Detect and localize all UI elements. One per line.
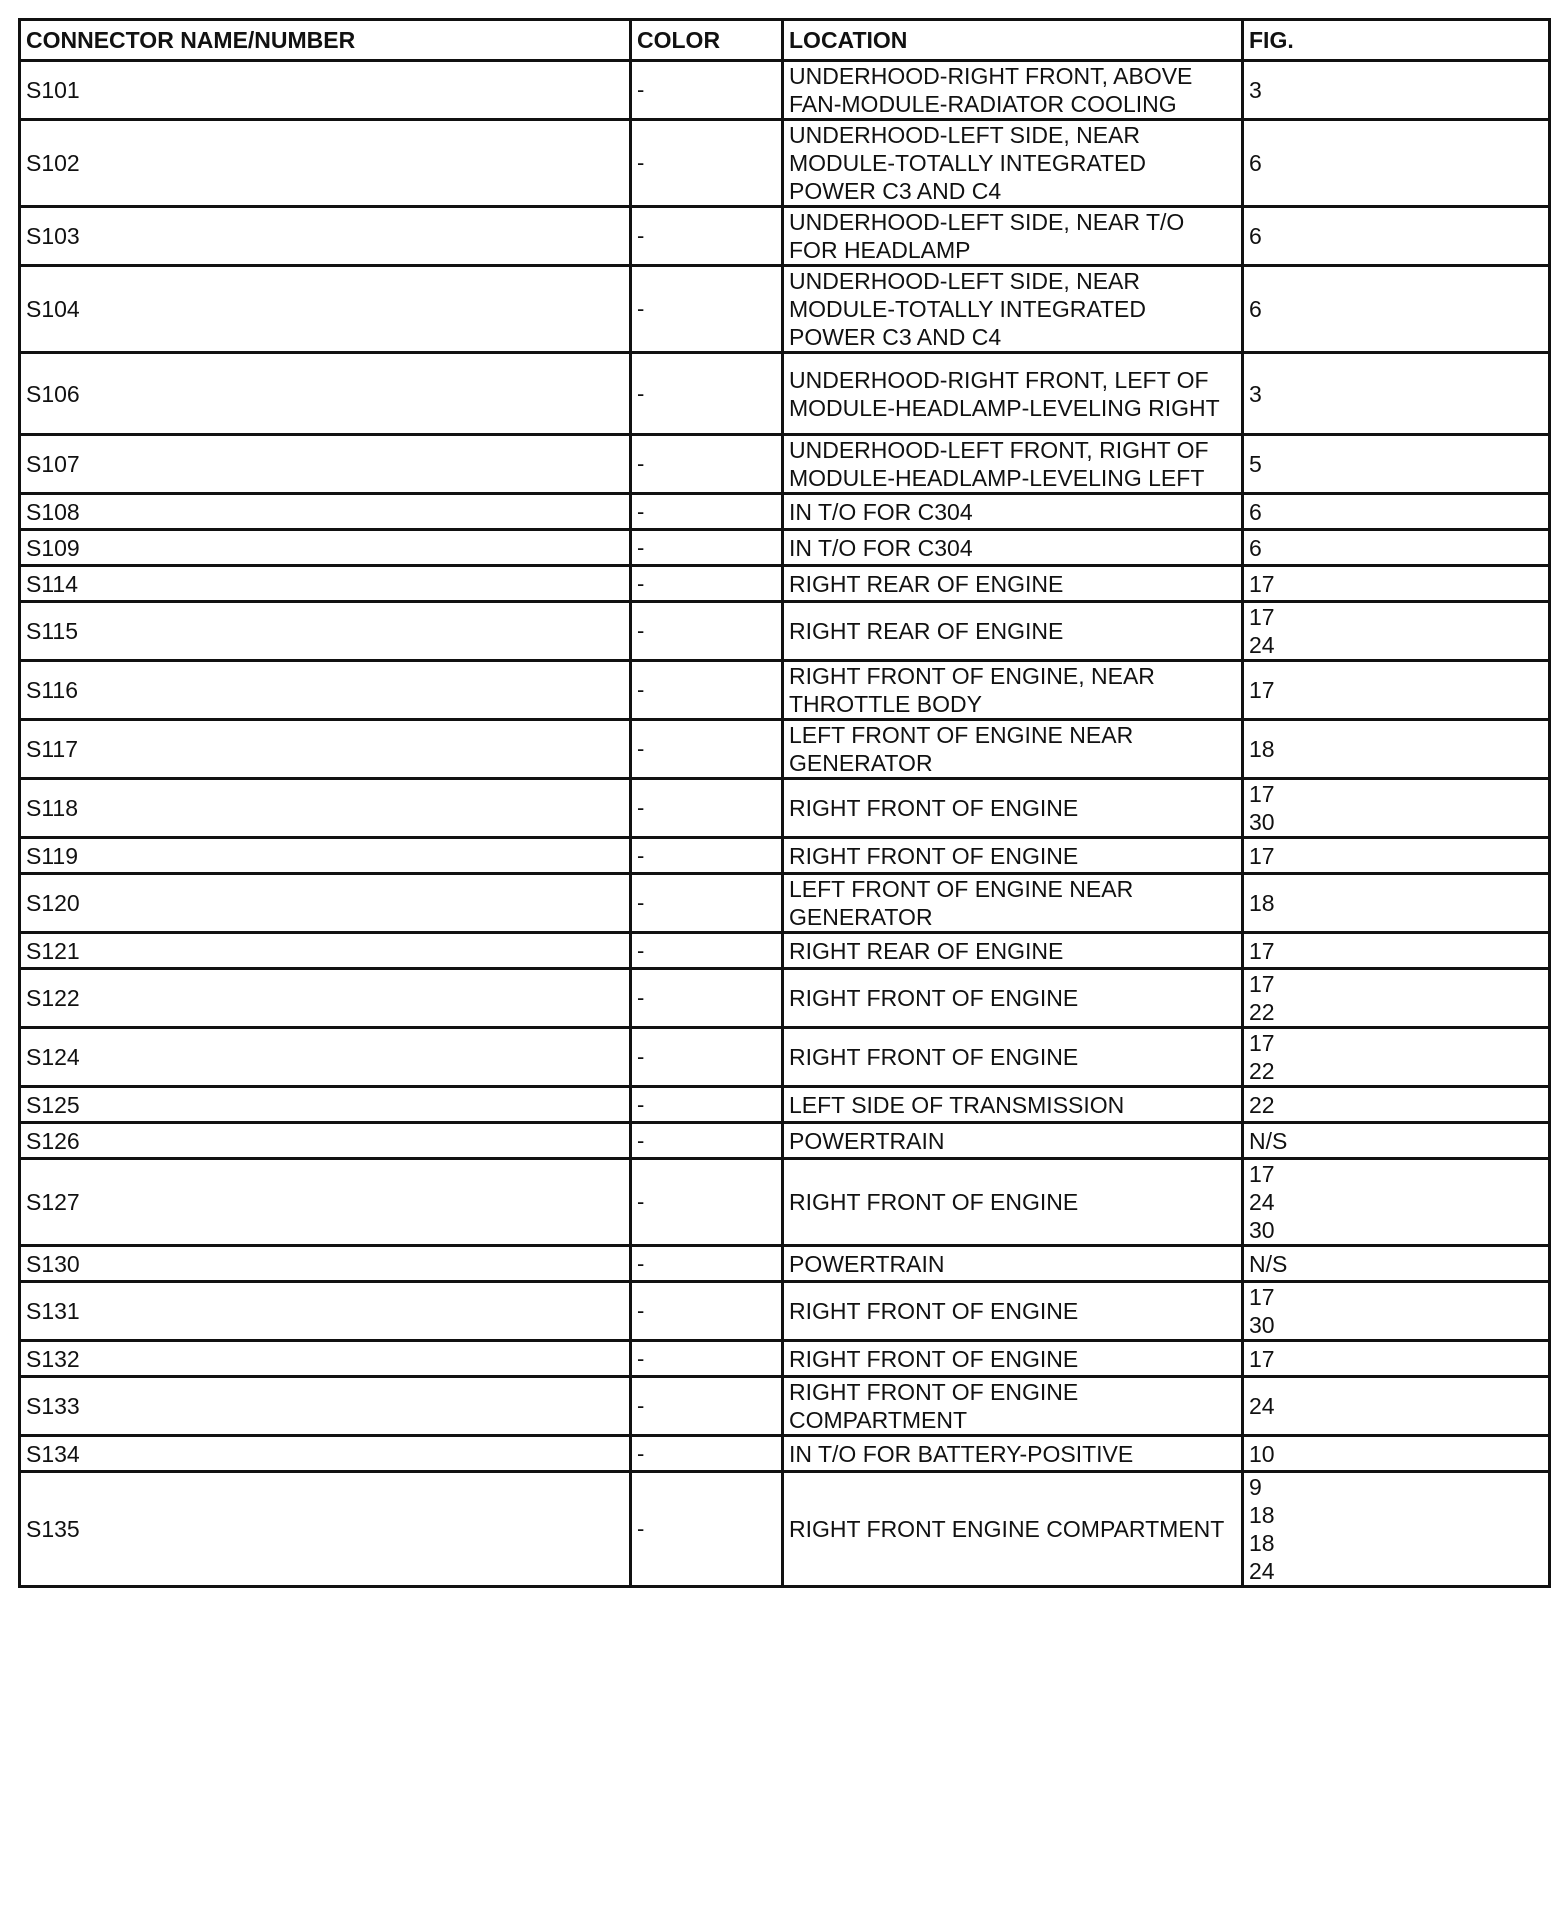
fig-cell: 22 [1243,1087,1550,1123]
connector-name-cell: S122 [20,969,631,1028]
location-cell: RIGHT FRONT OF ENGINE [783,1159,1243,1246]
location-cell: LEFT FRONT OF ENGINE NEAR GENERATOR [783,720,1243,779]
location-cell: IN T/O FOR C304 [783,494,1243,530]
location-cell: LEFT SIDE OF TRANSMISSION [783,1087,1243,1123]
fig-cell: 9 18 18 24 [1243,1472,1550,1587]
connector-location-table [18,18,1551,1588]
location-cell: RIGHT FRONT OF ENGINE [783,838,1243,874]
connector-name-cell: S116 [20,661,631,720]
fig-cell: 17 22 [1243,969,1550,1028]
fig-cell: 18 [1243,874,1550,933]
connector-name-cell: S125 [20,1087,631,1123]
location-cell: RIGHT REAR OF ENGINE [783,566,1243,602]
header-location: LOCATION [783,20,1243,61]
connector-name-cell: S103 [20,207,631,266]
connector-name-cell: S114 [20,566,631,602]
connector-name-cell: S104 [20,266,631,353]
connector-name-cell: S121 [20,933,631,969]
color-cell: - [631,661,783,720]
fig-cell: 17 [1243,661,1550,720]
fig-cell: 17 24 30 [1243,1159,1550,1246]
location-cell: RIGHT REAR OF ENGINE [783,602,1243,661]
location-cell: LEFT FRONT OF ENGINE NEAR GENERATOR [783,874,1243,933]
color-cell: - [631,720,783,779]
color-cell: - [631,602,783,661]
fig-cell: 17 [1243,566,1550,602]
table-row [20,494,1550,530]
color-cell: - [631,1246,783,1282]
table-row [20,1282,1550,1341]
fig-cell: 17 [1243,1341,1550,1377]
fig-cell: 6 [1243,120,1550,207]
color-cell: - [631,1123,783,1159]
fig-cell: 17 22 [1243,1028,1550,1087]
table-row [20,1246,1550,1282]
color-cell: - [631,1436,783,1472]
header-color: COLOR [631,20,783,61]
table-header [20,20,1550,61]
connector-name-cell: S101 [20,61,631,120]
connector-name-cell: S106 [20,353,631,435]
connector-name-cell: S118 [20,779,631,838]
location-cell: UNDERHOOD-LEFT SIDE, NEAR T/O FOR HEADLAMP [783,207,1243,266]
location-cell: RIGHT FRONT OF ENGINE COMPARTMENT [783,1377,1243,1436]
connector-name-cell: S126 [20,1123,631,1159]
color-cell: - [631,874,783,933]
color-cell: - [631,1282,783,1341]
location-cell: RIGHT REAR OF ENGINE [783,933,1243,969]
location-cell: POWERTRAIN [783,1246,1243,1282]
table-row [20,1159,1550,1246]
color-cell: - [631,266,783,353]
table-body [20,61,1550,1587]
fig-cell: 17 24 [1243,602,1550,661]
location-cell: POWERTRAIN [783,1123,1243,1159]
connector-name-cell: S127 [20,1159,631,1246]
table-row [20,1123,1550,1159]
fig-cell: N/S [1243,1246,1550,1282]
fig-cell: 3 [1243,353,1550,435]
location-cell: UNDERHOOD-RIGHT FRONT, LEFT OF MODULE-HEADLAMP-LEVELING RIGHT [783,353,1243,435]
connector-name-cell: S109 [20,530,631,566]
table-row [20,207,1550,266]
table-row [20,530,1550,566]
fig-cell: 6 [1243,207,1550,266]
connector-name-cell: S120 [20,874,631,933]
color-cell: - [631,566,783,602]
connector-name-cell: S130 [20,1246,631,1282]
location-cell: RIGHT FRONT OF ENGINE [783,779,1243,838]
table-row [20,720,1550,779]
location-cell: RIGHT FRONT OF ENGINE [783,1028,1243,1087]
connector-name-cell: S108 [20,494,631,530]
connector-name-cell: S132 [20,1341,631,1377]
location-cell: IN T/O FOR BATTERY-POSITIVE [783,1436,1243,1472]
location-cell: UNDERHOOD-LEFT SIDE, NEAR MODULE-TOTALLY INTEGRATED POWER C3 AND C4 [783,120,1243,207]
color-cell: - [631,779,783,838]
color-cell: - [631,120,783,207]
color-cell: - [631,435,783,494]
fig-cell: 6 [1243,530,1550,566]
table-row [20,1028,1550,1087]
fig-cell: 17 30 [1243,1282,1550,1341]
color-cell: - [631,353,783,435]
table-row [20,602,1550,661]
color-cell: - [631,1341,783,1377]
color-cell: - [631,838,783,874]
header-fig: FIG. [1243,20,1550,61]
header-connector-name: CONNECTOR NAME/NUMBER [20,20,631,61]
table-row [20,266,1550,353]
connector-name-cell: S115 [20,602,631,661]
connector-table-sheet [18,18,1548,1588]
table-row [20,435,1550,494]
table-row [20,1377,1550,1436]
table-row [20,969,1550,1028]
fig-cell: 3 [1243,61,1550,120]
connector-name-cell: S119 [20,838,631,874]
table-row [20,874,1550,933]
table-row [20,661,1550,720]
color-cell: - [631,969,783,1028]
connector-name-cell: S124 [20,1028,631,1087]
color-cell: - [631,1377,783,1436]
fig-cell: 6 [1243,266,1550,353]
location-cell: RIGHT FRONT OF ENGINE [783,1282,1243,1341]
color-cell: - [631,530,783,566]
location-cell: UNDERHOOD-RIGHT FRONT, ABOVE FAN-MODULE-RADIATOR COOLING [783,61,1243,120]
fig-cell: 24 [1243,1377,1550,1436]
color-cell: - [631,494,783,530]
connector-name-cell: S134 [20,1436,631,1472]
fig-cell: 17 [1243,933,1550,969]
header-row [20,20,1550,61]
connector-name-cell: S133 [20,1377,631,1436]
color-cell: - [631,1472,783,1587]
fig-cell: 5 [1243,435,1550,494]
table-row [20,779,1550,838]
fig-cell: 10 [1243,1436,1550,1472]
table-row [20,61,1550,120]
color-cell: - [631,61,783,120]
color-cell: - [631,207,783,266]
fig-cell: 6 [1243,494,1550,530]
table-row [20,838,1550,874]
location-cell: IN T/O FOR C304 [783,530,1243,566]
table-row [20,1436,1550,1472]
table-row [20,933,1550,969]
table-row [20,353,1550,435]
table-row [20,1341,1550,1377]
location-cell: UNDERHOOD-LEFT FRONT, RIGHT OF MODULE-HEADLAMP-LEVELING LEFT [783,435,1243,494]
color-cell: - [631,1028,783,1087]
location-cell: RIGHT FRONT OF ENGINE [783,969,1243,1028]
fig-cell: N/S [1243,1123,1550,1159]
location-cell: UNDERHOOD-LEFT SIDE, NEAR MODULE-TOTALLY INTEGRATED POWER C3 AND C4 [783,266,1243,353]
color-cell: - [631,933,783,969]
color-cell: - [631,1159,783,1246]
table-row [20,566,1550,602]
table-row [20,120,1550,207]
fig-cell: 17 [1243,838,1550,874]
connector-name-cell: S117 [20,720,631,779]
table-row [20,1087,1550,1123]
connector-name-cell: S131 [20,1282,631,1341]
location-cell: RIGHT FRONT ENGINE COMPARTMENT [783,1472,1243,1587]
location-cell: RIGHT FRONT OF ENGINE, NEAR THROTTLE BODY [783,661,1243,720]
connector-name-cell: S102 [20,120,631,207]
table-row [20,1472,1550,1587]
connector-name-cell: S107 [20,435,631,494]
location-cell: RIGHT FRONT OF ENGINE [783,1341,1243,1377]
color-cell: - [631,1087,783,1123]
fig-cell: 18 [1243,720,1550,779]
connector-name-cell: S135 [20,1472,631,1587]
fig-cell: 17 30 [1243,779,1550,838]
